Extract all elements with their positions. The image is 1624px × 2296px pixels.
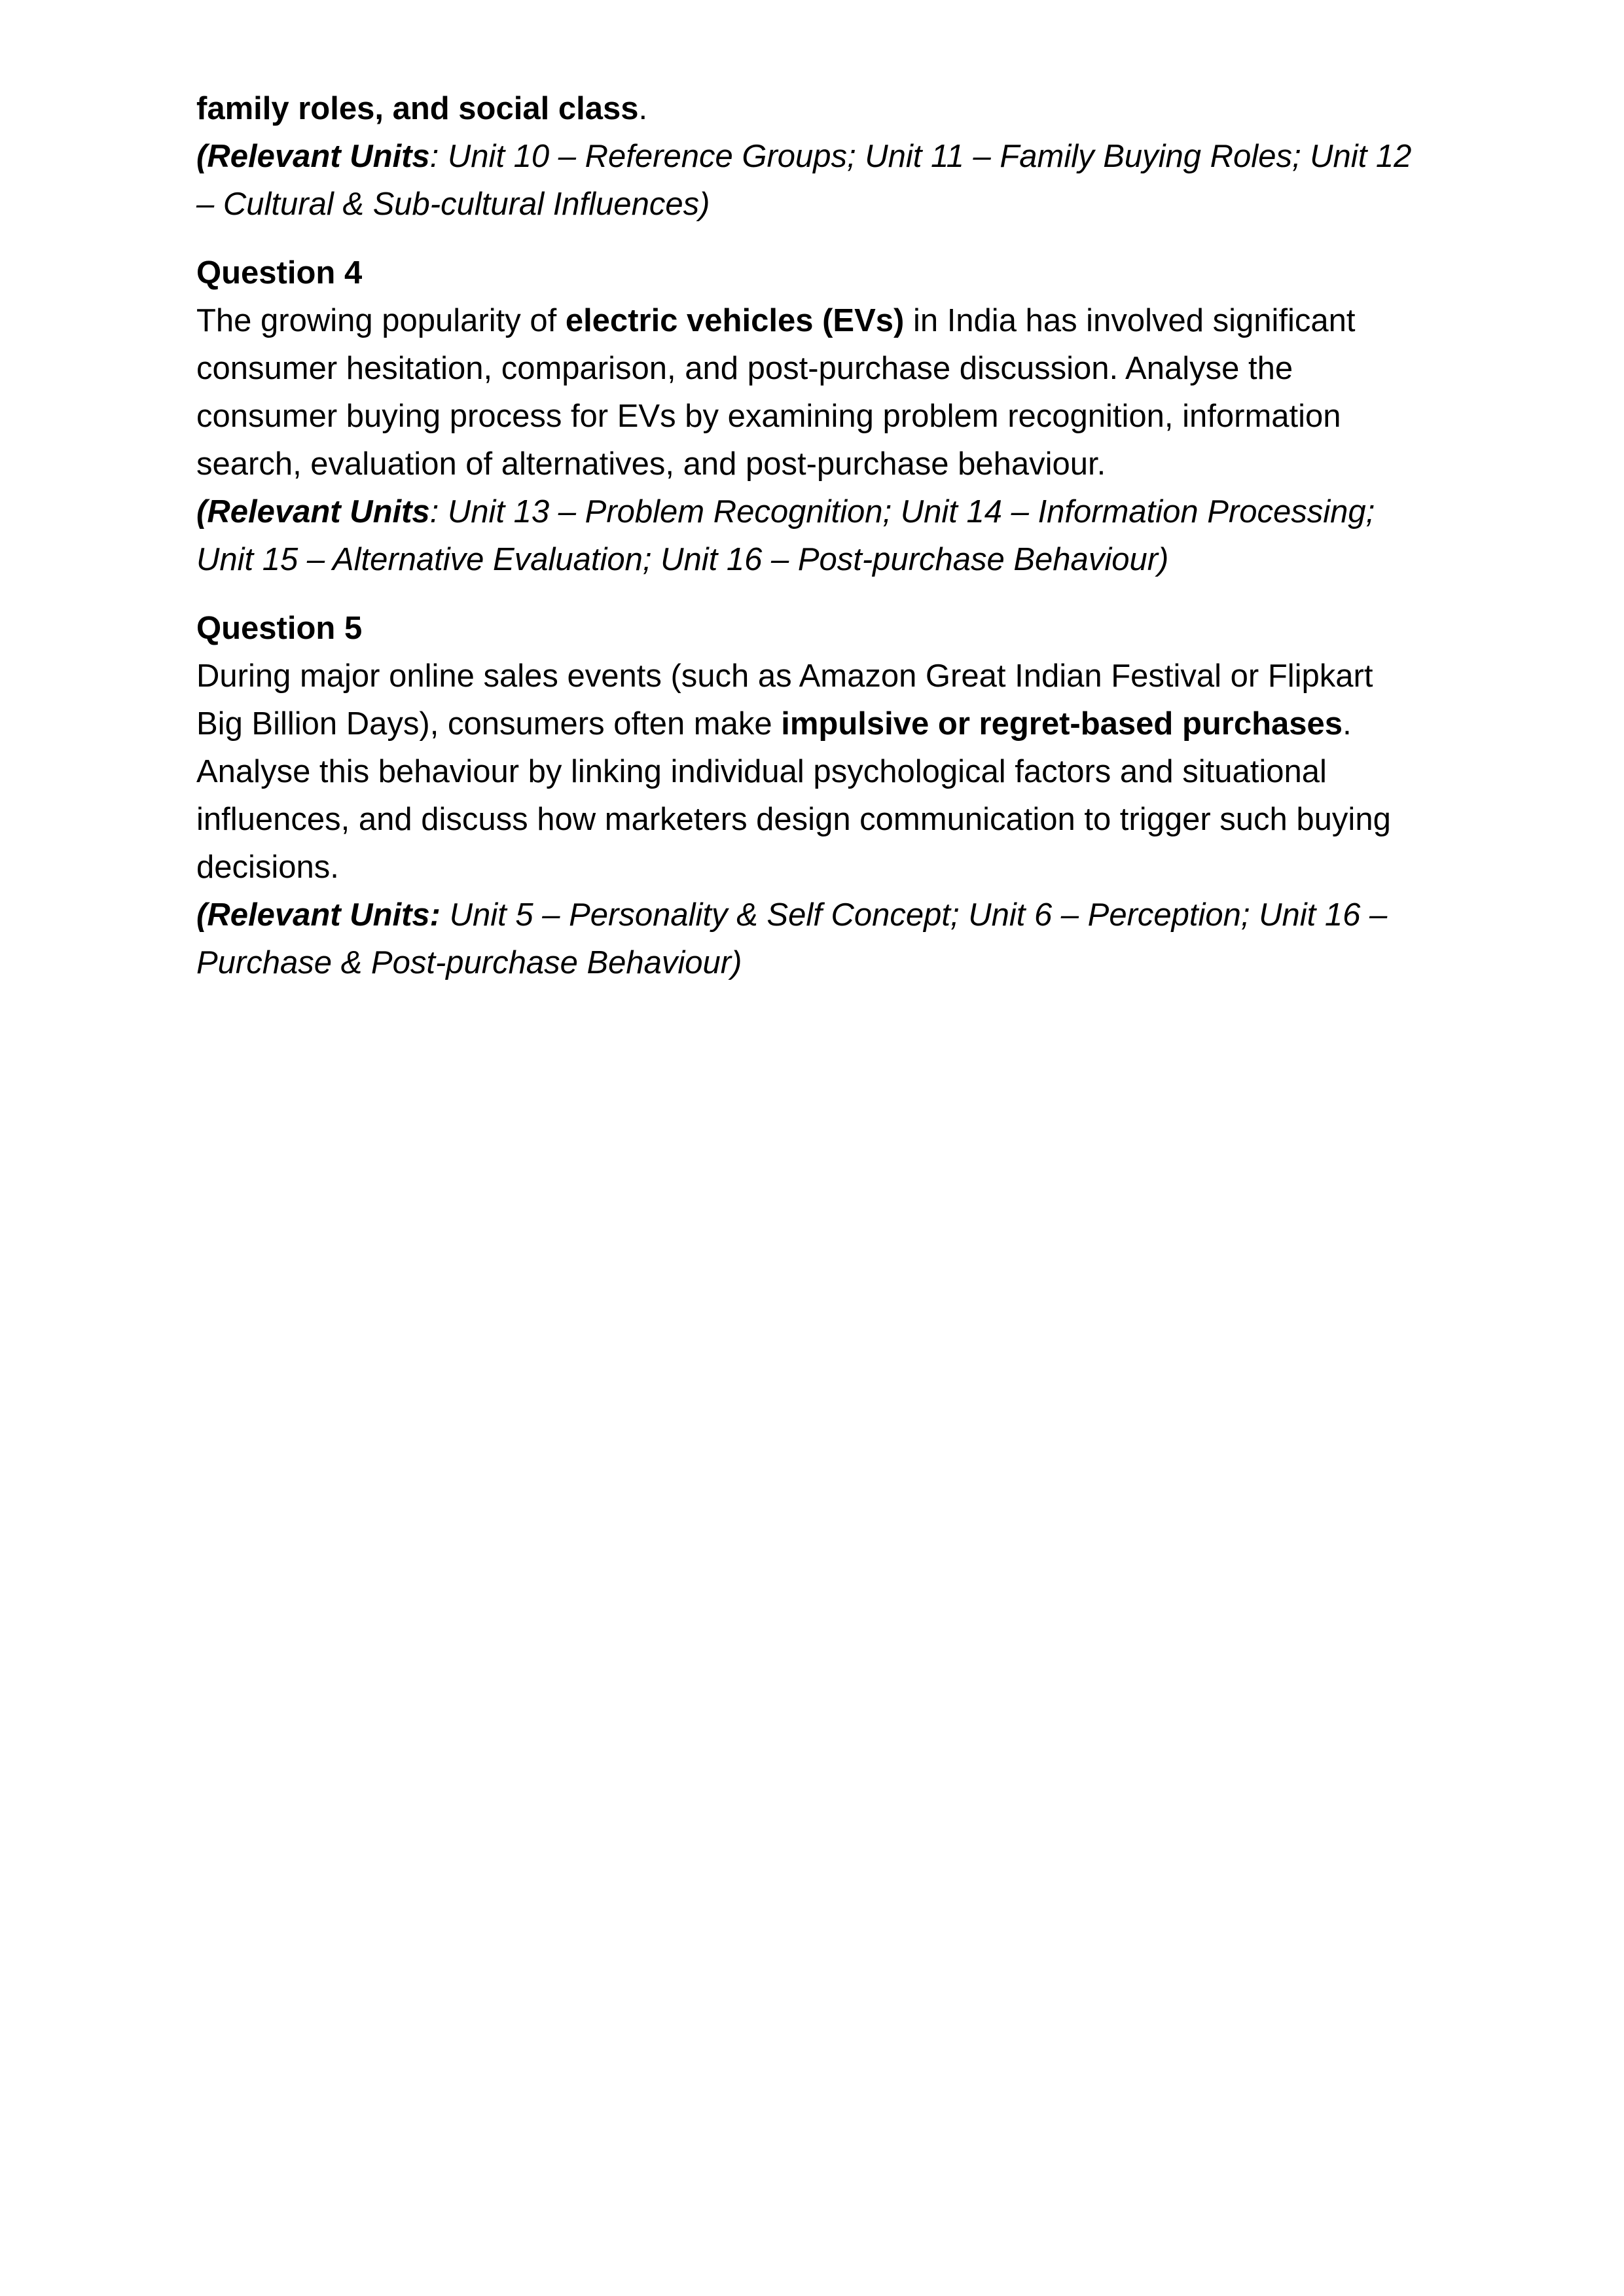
question-5-body-2 <box>196 748 1428 891</box>
text-run: in India has involved significant consumer hesitation, comparison, and post-purchase discussion. Analyse the consumer buying process for EVs by examining problem recognition, information search, evaluation of alternatives, and post-purchase behaviour. <box>196 303 1356 482</box>
text-run: . <box>1343 706 1352 742</box>
text-run: During major online sales events (such as Amazon Great Indian Festival or Flipkart Big Billion Days), consumers often make <box>196 658 1373 742</box>
text-run: impulsive or regret-based purchases <box>781 706 1343 742</box>
text-run: Unit 5 – Personality & Self Concept; Unit 6 – Perception; Unit 16 – Purchase & Post-purchase Behaviour) <box>196 897 1388 980</box>
question-5-heading <box>196 605 1428 653</box>
paragraph-relevant-units-q4 <box>196 488 1428 584</box>
text-run: (Relevant Units <box>196 494 430 529</box>
text-run: Question 5 <box>196 611 363 646</box>
text-run: electric vehicles (EVs) <box>565 303 905 338</box>
paragraph-relevant-units-previous <box>196 133 1428 228</box>
text-run: (Relevant Units: <box>196 897 441 933</box>
question-4-body <box>196 297 1428 488</box>
question-5-body-1 <box>196 653 1428 748</box>
paragraph-relevant-units-q5 <box>196 891 1428 987</box>
question-4-heading <box>196 249 1428 297</box>
text-run: : Unit 10 – Reference Groups; Unit 11 – Family Buying Roles; Unit 12 – Cultural & Sub-cultural Influences) <box>196 139 1412 222</box>
text-run: Analyse this behaviour by linking individual psychological factors and situational influences, and discuss how marketers design communication to trigger such buying decisions. <box>196 754 1391 885</box>
text-run: The growing popularity of <box>196 303 566 338</box>
text-run: (Relevant Units <box>196 139 430 174</box>
text-run: : Unit 13 – Problem Recognition; Unit 14 – Information Processing; Unit 15 – Alternative Evaluation; Unit 16 – Post-purchase Behaviour) <box>196 494 1375 577</box>
text-run: . <box>638 91 648 126</box>
text-run: family roles, and social class <box>196 91 639 126</box>
text-run: Question 4 <box>196 255 363 291</box>
paragraph-continuation <box>196 85 1428 133</box>
